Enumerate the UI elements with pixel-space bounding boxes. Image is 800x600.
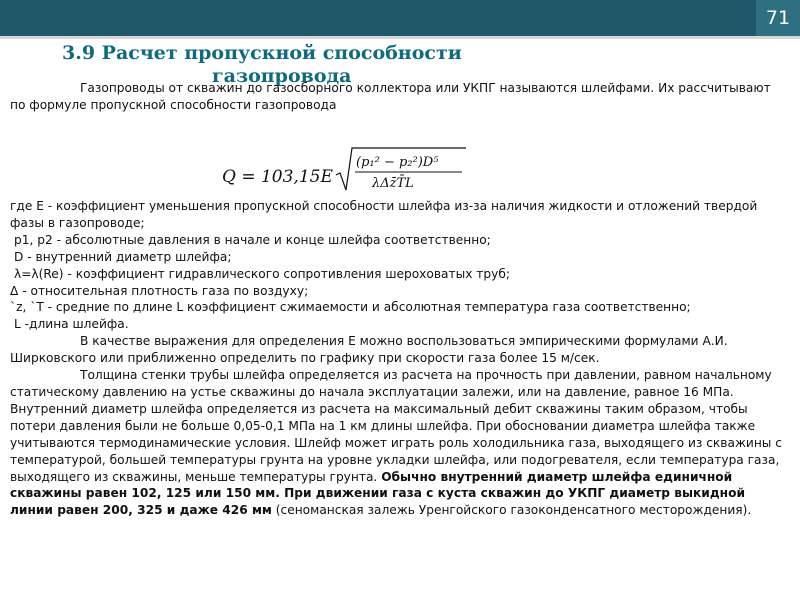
definition-z-t: `z, `T - средние по длине L коэффициент сжимаемости и абсолютная температура газа соответственно; — [10, 300, 691, 315]
page-title — [62, 42, 462, 87]
definition-delta: Δ - относительная плотность газа по воздуху; — [10, 283, 309, 298]
formula-denominator: λΔz̄T̄L — [372, 176, 414, 191]
paragraph-e-estimation: В качестве выражения для определения Е можно воспользоваться эмпирическими формулами А.И. Ширковского или приближенно определить по графику при скорости газа более 15 м/сек. — [10, 334, 728, 366]
definition-d: D - внутренний диаметр шлейфа; — [14, 249, 232, 264]
paragraph-normal-text: Толщина стенки трубы шлейфа определяется из расчета на прочность при давлении, равном начальному статическому давлению на устье скважины до начала эксплуатации залежи, или на давление, равное 16 МПа. Внутренний диаметр шлейфа определяется из расчета на максимальный дебит скважины таким образом, чтобы потери давления были не больше 0,05-0,1 МПа на 1 км длины шлейфа. При обосновании диаметра шлейфа также учитываются термодинамические условия. Шлейф может играть роль холодильника газа, выходящего из скважины с температурой, большей температуры грунта на уровне укладки шлейфа, или подогревателя, если температура газа, выходящего из скважины, меньше температуры грунта. — [10, 368, 783, 484]
divider — [0, 36, 800, 39]
definition-e: где E - коэффициент уменьшения пропускной способности шлейфа из-за наличия жидкости и отложений твердой фазы в газопроводе; — [10, 199, 758, 230]
definition-p: p1, p2 - абсолютные давления в начале и конце шлейфа соответственно; — [14, 232, 491, 247]
definition-l: L -длина шлейфа. — [14, 317, 129, 332]
paragraph-bold-text: Обычно внутренний диаметр шлейфа единичной скважины равен 102, 125 или 150 мм. При движении газа с куста скважин до УКПГ диаметр выкидной линии равен 200, 325 и даже 426 мм — [10, 469, 745, 518]
definition-lambda: λ=λ(Re) - коэффициент гидравлического сопротивления шероховатых труб; — [14, 266, 510, 281]
slide-number: 71 — [756, 0, 800, 36]
top-bar — [0, 0, 800, 36]
body-text — [10, 198, 790, 519]
formula-numerator: (p₁² − p₂²)D⁵ — [356, 155, 439, 170]
formula-graphic — [222, 145, 482, 193]
paragraph-tail-text: (сеноманская залежь Уренгойского газоконденсатного месторождения). — [271, 503, 752, 518]
flow-capacity-formula — [222, 145, 482, 193]
intro-paragraph: Газопроводы от скважин до газосборного коллектора или УКПГ называются шлейфами. Их рассчитывают по формуле пропускной способности газопровода — [10, 81, 771, 112]
paragraph-wall-thickness — [10, 367, 790, 519]
formula-lhs: Q = 103,15E — [222, 167, 333, 187]
title-line-2: газопровода — [212, 65, 352, 87]
title-line-1: 3.9 Расчет пропускной способности — [62, 42, 462, 64]
